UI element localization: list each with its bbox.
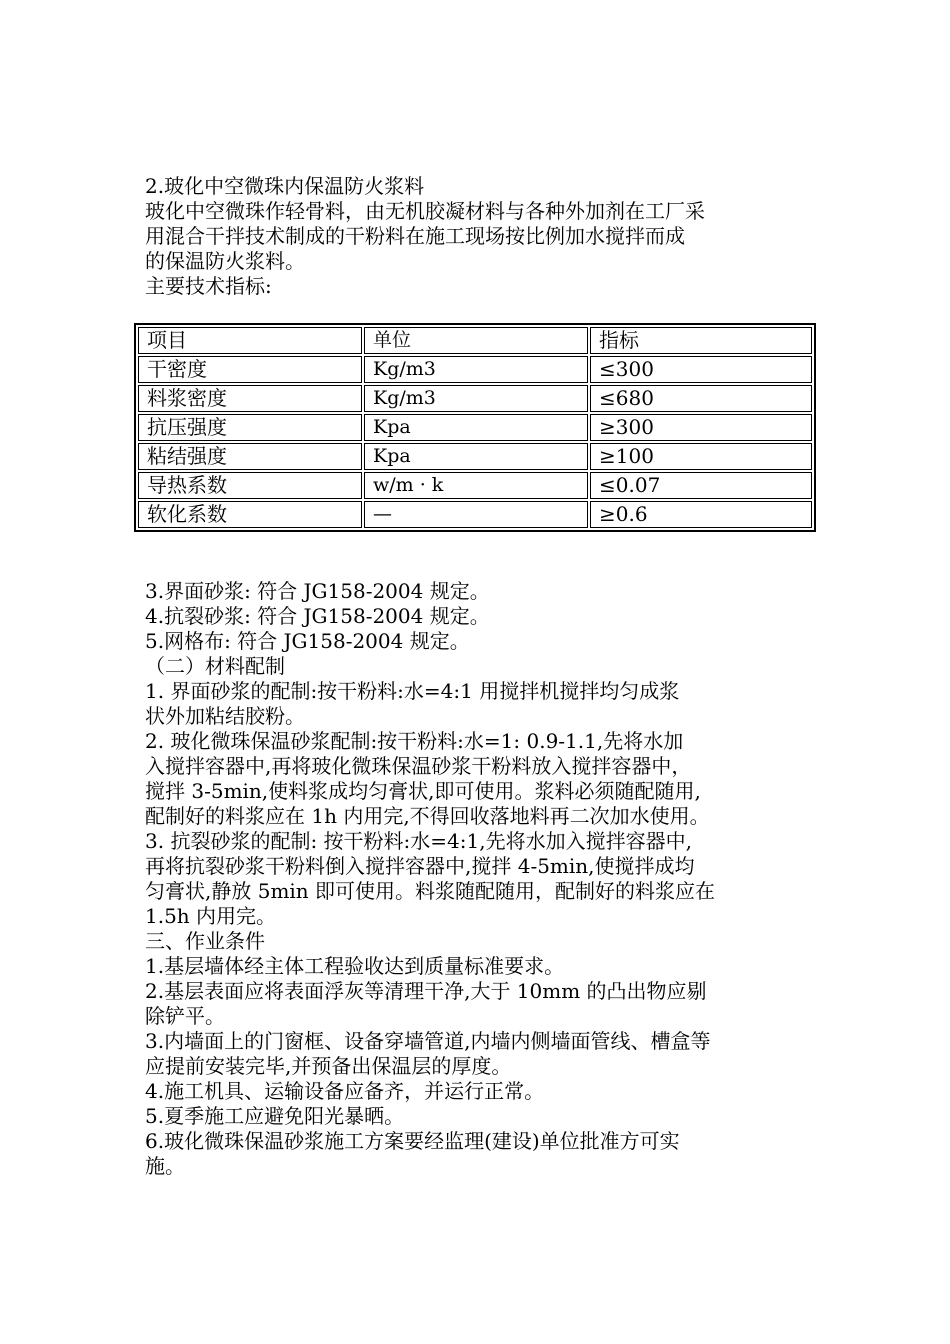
- paragraph-line: 1.基层墙体经主体工程验收达到质量标准要求。: [145, 954, 565, 978]
- table-cell-item: 导热系数: [138, 472, 362, 499]
- technical-spec-table: [134, 323, 816, 532]
- table-header-row: [138, 327, 812, 354]
- paragraph-line: 配制好的料浆应在 1h 内用完,不得回收落地料再二次加水使用。: [145, 804, 710, 828]
- table-cell-unit: Kg/m3: [364, 385, 588, 412]
- paragraph-line: 除铲平。: [145, 1004, 225, 1028]
- paragraph-line: 状外加粘结胶粉。: [145, 704, 305, 728]
- paragraph-line: 3. 抗裂砂浆的配制: 按干粉料:水=4:1,先将水加入搅拌容器中,: [145, 829, 692, 853]
- section-heading: 2.玻化中空微珠内保温防火浆料: [145, 174, 425, 198]
- paragraph-line: 再将抗裂砂浆干粉料倒入搅拌容器中,搅拌 4-5min,使搅拌成均: [145, 854, 695, 878]
- table-cell-item: 粘结强度: [138, 443, 362, 470]
- table-cell-item: 抗压强度: [138, 414, 362, 441]
- paragraph-line: 匀膏状,静放 5min 即可使用。料浆随配随用，配制好的料浆应在: [145, 879, 716, 903]
- table-cell-unit: —: [364, 501, 588, 528]
- paragraph-line: 6.玻化微珠保温砂浆施工方案要经监理(建设)单位批准方可实: [145, 1129, 680, 1153]
- paragraph-line: 用混合干拌技术制成的干粉料在施工现场按比例加水搅拌而成: [145, 224, 685, 248]
- paragraph-line: 的保温防火浆料。: [145, 249, 305, 273]
- table-cell-value: ≥100: [590, 443, 812, 470]
- table-cell-value: ≥0.6: [590, 501, 812, 528]
- paragraph-line: 搅拌 3-5min,使料浆成均匀膏状,即可使用。浆料必须随配随用,: [145, 779, 701, 803]
- paragraph-line: 施。: [145, 1154, 185, 1178]
- paragraph-line: 4.施工机具、运输设备应备齐，并运行正常。: [145, 1079, 545, 1103]
- table-row: [138, 414, 812, 441]
- table-cell-item: 干密度: [138, 356, 362, 383]
- table-row: [138, 356, 812, 383]
- table-cell-unit: w/m · k: [364, 472, 588, 499]
- table-cell-item: 料浆密度: [138, 385, 362, 412]
- paragraph-line: 1.5h 内用完。: [145, 904, 277, 928]
- table-cell-unit: Kg/m3: [364, 356, 588, 383]
- table-row: [138, 385, 812, 412]
- paragraph-line: 入搅拌容器中,再将玻化微珠保温砂浆干粉料放入搅拌容器中，: [145, 754, 692, 778]
- paragraph-line: 2.基层表面应将表面浮灰等清理干净,大于 10mm 的凸出物应剔: [145, 979, 707, 1003]
- table-cell-unit: Kpa: [364, 443, 588, 470]
- table-cell-item: 软化系数: [138, 501, 362, 528]
- table-row: [138, 472, 812, 499]
- table-header-cell: 项目: [138, 327, 362, 354]
- table-cell-unit: Kpa: [364, 414, 588, 441]
- table-cell-value: ≥300: [590, 414, 812, 441]
- table-cell-value: ≤680: [590, 385, 812, 412]
- table-caption: 主要技术指标:: [145, 274, 272, 298]
- paragraph-line: 玻化中空微珠作轻骨料，由无机胶凝材料与各种外加剂在工厂采: [145, 199, 705, 223]
- paragraph-line: 3.内墙面上的门窗框、设备穿墙管道,内墙内侧墙面管线、槽盒等: [145, 1029, 711, 1053]
- table-row: [138, 501, 812, 528]
- table-header-cell: 单位: [364, 327, 588, 354]
- section-heading: （二）材料配制: [145, 654, 285, 678]
- paragraph-line: 3.界面砂浆: 符合 JG158-2004 规定。: [145, 579, 490, 603]
- paragraph-line: 应提前安装完毕,并预备出保温层的厚度。: [145, 1054, 512, 1078]
- table-cell-value: ≤0.07: [590, 472, 812, 499]
- paragraph-line: 5.夏季施工应避免阳光暴晒。: [145, 1104, 405, 1128]
- table-cell-value: ≤300: [590, 356, 812, 383]
- body-section: [145, 579, 825, 1179]
- paragraph-line: 2. 玻化微珠保温砂浆配制:按干粉料:水=1: 0.9-1.1,先将水加: [145, 729, 684, 753]
- table-row: [138, 443, 812, 470]
- paragraph-line: 1. 界面砂浆的配制:按干粉料:水=4:1 用搅拌机搅拌均匀成浆: [145, 679, 680, 703]
- paragraph-line: 4.抗裂砂浆: 符合 JG158-2004 规定。: [145, 604, 490, 628]
- intro-section: [145, 174, 825, 299]
- table-header-cell: 指标: [590, 327, 812, 354]
- paragraph-line: 5.网格布: 符合 JG158-2004 规定。: [145, 629, 470, 653]
- section-heading: 三、作业条件: [145, 929, 265, 953]
